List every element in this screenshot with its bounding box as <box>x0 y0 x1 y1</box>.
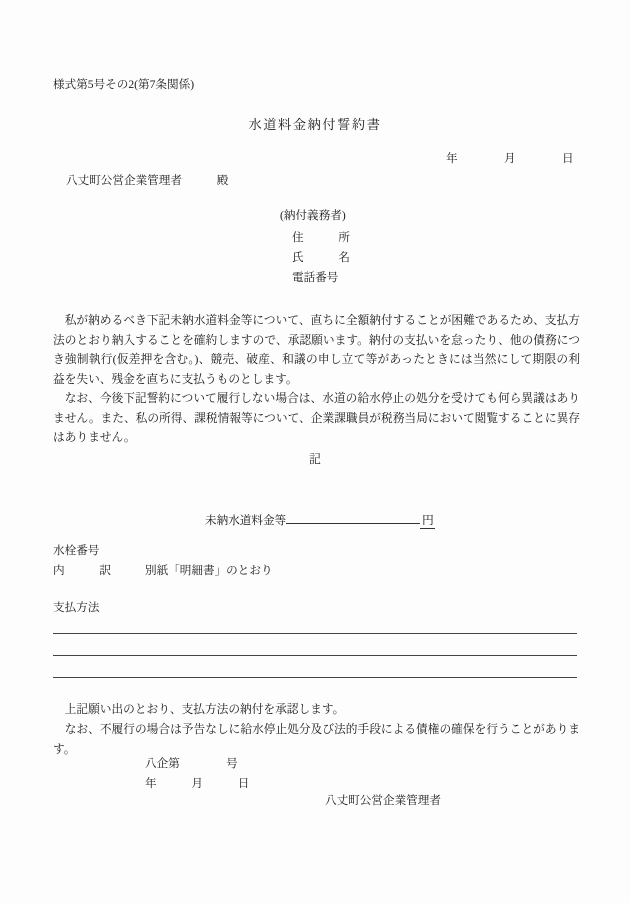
payment-method-line-1[interactable] <box>53 633 577 634</box>
footer-date-line: 年 月 日 <box>145 777 250 790</box>
payment-method-label: 支払方法 <box>53 601 100 614</box>
tap-number-label: 水栓番号 <box>53 544 100 557</box>
form-code-header: 様式第5号その2(第7条関係) <box>53 78 195 91</box>
ki-marker: 記 <box>309 452 321 466</box>
payer-section-heading: (納付義務者) <box>280 209 346 222</box>
payer-name-label: 氏 名 <box>292 251 350 264</box>
unpaid-amount-unit: 円 <box>422 514 434 527</box>
paragraph-default-notice: なお、不履行の場合は予告なしに給水停止処分及び法的手段による債権の確保を行うことがあります。 <box>53 723 580 756</box>
payment-method-line-2[interactable] <box>53 655 577 656</box>
payment-method-line-3[interactable] <box>53 677 577 678</box>
unpaid-amount-input[interactable] <box>286 510 420 524</box>
date-line: 年 月 日 <box>446 152 574 165</box>
paragraph-pledge-main: 私が納めるべき下記未納水道料金等について、直ちに全額納付することが困難であるため、支払方法のとおり納入することを確約しますので、承認願います。納付の支払いを怠ったり、他の債務につき強制執行(仮差押を含む。)、競売、破産、和議の申し立て等があったときには当然にして期限の利益を失い、残金を直ちに支払うものとします。 <box>53 314 580 386</box>
payer-phone-label: 電話番号 <box>292 271 339 284</box>
payer-address-label: 住 所 <box>292 231 350 244</box>
footer-signature-line: 八丈町公営企業管理者 <box>325 794 441 807</box>
paragraph-pledge-consent: なお、今後下記誓約について履行しない場合は、水道の給水停止の処分を受けても何ら異議はありません。また、私の所得、課税情報等について、企業課職員が税務当局において閲覧することに異存はありません。 <box>53 392 580 445</box>
breakdown-value: 別紙「明細書」のとおり <box>145 564 273 577</box>
page-title: 水道料金納付誓約書 <box>248 117 382 132</box>
unpaid-amount-row <box>205 510 435 529</box>
breakdown-label: 内 訳 <box>53 564 111 577</box>
unpaid-amount-label: 未納水道料金等 <box>205 514 287 527</box>
footer-document-number: 八企第 号 <box>145 757 238 770</box>
addressee-line: 八丈町公営企業管理者 殿 <box>66 174 229 187</box>
paragraph-approval: 上記願い出のとおり、支払方法の納付を承認します。 <box>64 703 345 716</box>
